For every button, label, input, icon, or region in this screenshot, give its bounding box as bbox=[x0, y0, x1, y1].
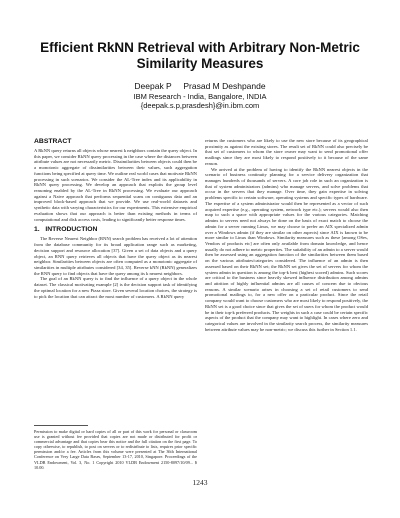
right-column bbox=[205, 138, 368, 332]
intro-paragraph-2: The goal of an RkNN query is to find the influence of a query object in the whole dataset. The classical motivating example [2] is the decision support task of identifying the optimal location for a new Pizza store. Given several location choices, the strategy is to pick the location that can attract the most number of customers. A RkNN query bbox=[34, 276, 197, 299]
intro-paragraph-1: The Reverse Nearest Neighbor (RNN) search problem has received a lot of attention from the database community for its broad application range such as marketing, decision support and resource allocation [37]. Given a set of data objects and a query object, an RNN query retrieves all objects that have the query object as its nearest neighbor. Similarities between objects are often computed as a monotonic aggregate of similarities in multiple attributes considered [34, 35]. Reverse kNN (RkNN) generalizes the RNN query to find objects that have the query among its k nearest neighbors. bbox=[34, 236, 197, 276]
author-names: Deepak P Prasad M Deshpande bbox=[134, 81, 266, 91]
copyright-footnote bbox=[34, 429, 197, 470]
page-number: 1243 bbox=[192, 478, 208, 487]
right-paragraph-2: We arrived at the problem of having to identify the RkNN nearest objects in the scenario of business continuity planning for a service delivery organization that manages hundreds of thousands of servers. A core job role in such an organization is that of system administrators (admins) who manage servers, and solve problems that occur in the servers that they manage. Over time, they gain expertise in solving problems specific to certain software, operating systems and specific types of hardware. The expertise of a system administrator would then be represented as a vector of such acquired expertise (e.g., operating system, network type etc.); servers would also then map to such a space with appropriate values for the various categories. Matching admins to servers need not always be done on the basis of exact match to choose the admin for a server running Linux, we may choose to prefer an AIX specialized admin over a Windows admin (if they are similar on other aspects) since AIX is known to be more similar to Linux than Windows. Similarity measures such as these [among OSes, Vendors of products etc] are often only available from domain knowledge, and hence usually do not adhere to metric properties. The suitability of an admin to a server would then be assessed using an aggregation function of the similarities between them based on the various attributes/categories considered. The influence of an admin is then assessed based on their RkNN set; the RkNN set gives the set of servers for whom the system admin in question is among the top-k best (highest scored) admins. Such scores are critical to the business since heavily skewed influence distribution among admins and attrition of highly influential admins are all causes of concern due to obvious reasons. A similar scenario arises in choosing a set of retail customers to send promotional mailings to, for a new offer on a particular product. Since the retail company would want to choose customers who are most likely to respond positively, the RkNN set is a good choice since that gives the set of users for whom the product would be in their top-k preferred products. The weights in such a case could be certain specific aspects of the product that the company may want to highlight. In cases where zero and categorical values are involved in the similarity search process, the similarity measures between attribute values may be non-metric; we discuss this further in Section 1.1. bbox=[205, 166, 368, 332]
right-paragraph-1: returns the customers who are likely to use the new store because of its geographical proximity as against the existing stores. The result set of RkNN could also precisely be that set of customers to whom the store owner may want to send promotional offer mailings since they are most likely to respond positively to it because of the same reason. bbox=[205, 138, 368, 166]
author-affiliation: IBM Research - India, Bangalore, INDIA bbox=[133, 91, 267, 101]
footnote-text: Permission to make digital or hard copies of all or part of this work for personal or classroom use is granted without fee provided that copies are not made or distributed for profit or commercial advantage and that copies bear this notice and the full citation on the first page. To copy otherwise, to republish, to post on servers or to redistribute to lists, requires prior specific permission and/or a fee. Articles from this volume were presented at The 36th International Conference on Very Large Data Bases, September 13-17, 2010, Singapore. Proceedings of the VLDB Endowment, Vol. 3, No. 1 Copyright 2010 VLDB Endowment 2150-8097/10/09... $ 10.00. bbox=[34, 429, 197, 470]
left-column bbox=[34, 138, 197, 299]
author-emails: {deepak.s.p,prasdesh}@in.ibm.com bbox=[140, 101, 260, 110]
author-block bbox=[60, 82, 340, 111]
abstract-text: A RkNN query returns all objects whose nearest k neighbors contain the query object. In this paper, we consider RkNN query processing in the case where the distances between attribute values are not necessarily metric. Dissimilarities between objects could then be a monotonic aggregate of dissimilarities between their values, such aggregation functions being specified at query time. We outline real world cases that motivate RkNN processing in such scenarios. We consider the AL-Tree index and its applicability in RkNN query processing. We develop an approach that exploits the group level reasoning enabled by the AL-Tree in RkNN processing. We evaluate our approach against a Naive approach that performs sequential scans on contiguous data and an improved block-based approach that we provide. We use real-world datasets and synthetic data with varying characteristics for our experiments. This extensive empirical evaluation shows that our approach is better than existing methods in terms of computational and disk access costs, leading to significantly better response times. bbox=[34, 148, 197, 222]
footnote-divider bbox=[34, 425, 88, 426]
title-line-1: Efficient RkNN Retrieval with Arbitrary Non-Metric bbox=[40, 40, 360, 55]
paper-title bbox=[30, 40, 370, 72]
title-line-2: Similarity Measures bbox=[136, 56, 264, 71]
abstract-heading: ABSTRACT bbox=[34, 138, 72, 145]
introduction-heading: 1. INTRODUCTION bbox=[34, 226, 98, 234]
